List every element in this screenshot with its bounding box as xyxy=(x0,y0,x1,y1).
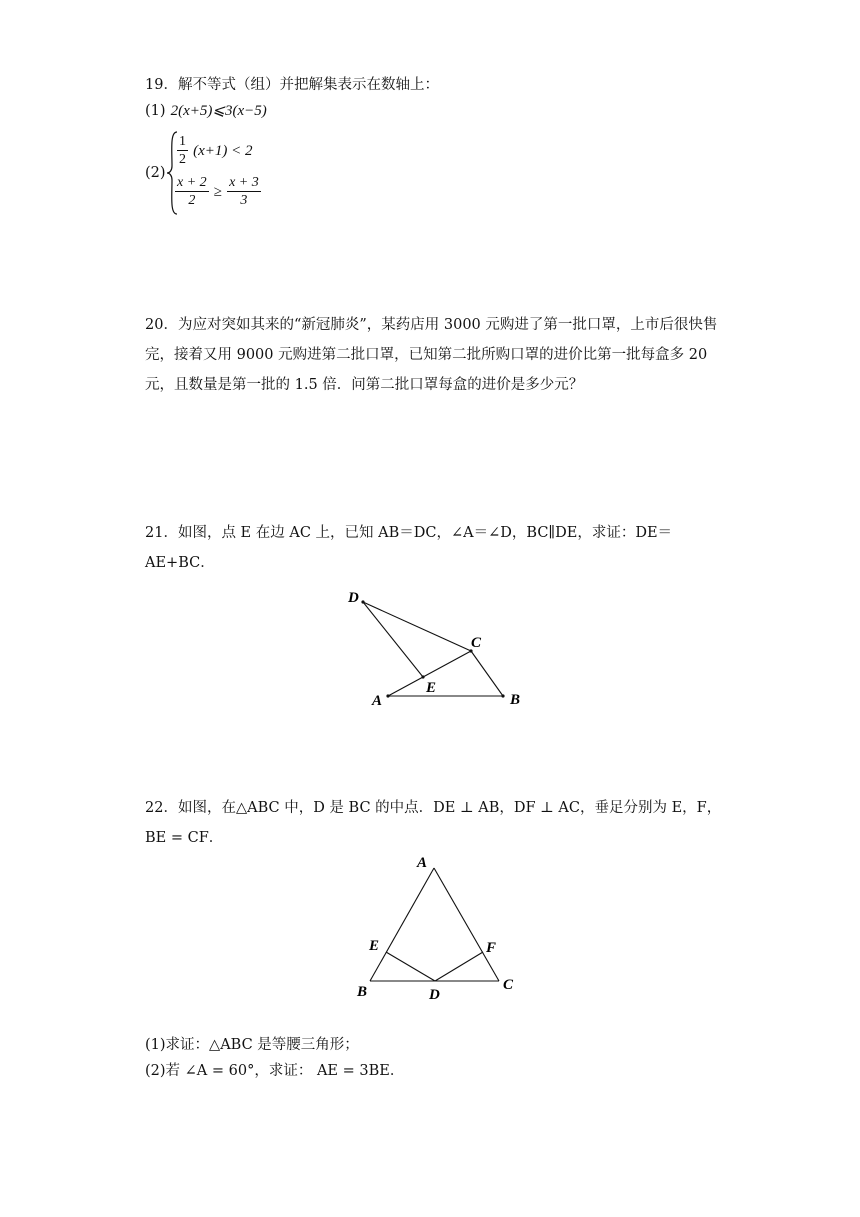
label-E: E xyxy=(369,938,380,954)
q19-part1-label: (1) xyxy=(145,103,166,119)
point-A xyxy=(386,694,389,697)
q22-part2: (2)若 ∠A = 60°，求证： AE = 3BE． xyxy=(145,1063,405,1079)
point-B xyxy=(501,694,504,697)
segment-AB xyxy=(370,868,434,981)
segment-DE xyxy=(363,602,423,677)
fraction-x-plus-2: $\frac{x + 2}{2}$ xyxy=(177,175,207,208)
q20-text: 20．为应对突如其来的“新冠肺炎”，某药店用 3000 元购进了第一批口罩，上市后很快售完，接着又用 9000 元购进第二批口罩，已知第二批所购口罩的进价比第一批每盒多 20 元，且数量是第一批的 1.5 倍．问第二批口罩每盒的进价是多少元？ xyxy=(145,317,718,393)
point-D xyxy=(361,600,364,603)
segment-DC xyxy=(363,602,471,651)
fraction-x-plus-3: $\frac{x + 3}{3}$ xyxy=(229,175,259,208)
label-E: E xyxy=(426,680,437,696)
q19-part2-label: (2) xyxy=(145,165,166,181)
segment-CB xyxy=(471,651,503,696)
q22-part1: (1)求证：△ABC 是等腰三角形； xyxy=(145,1037,359,1053)
label-A: A xyxy=(372,693,383,709)
label-D: D xyxy=(429,987,440,1002)
segment-AC xyxy=(434,868,499,981)
label-A: A xyxy=(417,855,428,871)
q21-figure xyxy=(340,585,540,715)
relation-geq: ≥ xyxy=(213,184,222,200)
q19-part2-line1-rest: (x+1) < 2 xyxy=(193,143,253,159)
label-C: C xyxy=(471,635,482,651)
q19-part2-line1 xyxy=(177,133,253,168)
q19-part1 xyxy=(145,100,267,121)
label-F: F xyxy=(486,940,497,956)
q19-title: 19．解不等式（组）并把解集表示在数轴上： xyxy=(145,77,439,93)
label-C: C xyxy=(503,977,514,993)
q21-text: 21．如图，点 E 在边 AC 上，已知 AB＝DC，∠A＝∠D，BC∥DE，求证：DE＝AE+BC． xyxy=(145,525,673,571)
q19-part2-line2 xyxy=(175,174,261,209)
point-E xyxy=(421,675,424,678)
label-B: B xyxy=(357,984,368,1000)
q19-part1-expression: 2(x+5)⩽3(x−5) xyxy=(170,103,267,119)
label-D: D xyxy=(348,590,359,606)
q22-text: 22．如图，在△ABC 中，D 是 BC 的中点．DE ⊥ AB，DF ⊥ AC，垂足分别为 E，F，BE = CF． xyxy=(145,800,722,846)
segment-FD xyxy=(435,952,483,981)
segment-ED xyxy=(386,952,435,981)
q22-figure xyxy=(355,852,535,1002)
fraction-half: $\frac{1}{2}$ xyxy=(179,134,186,167)
label-B: B xyxy=(510,692,521,708)
